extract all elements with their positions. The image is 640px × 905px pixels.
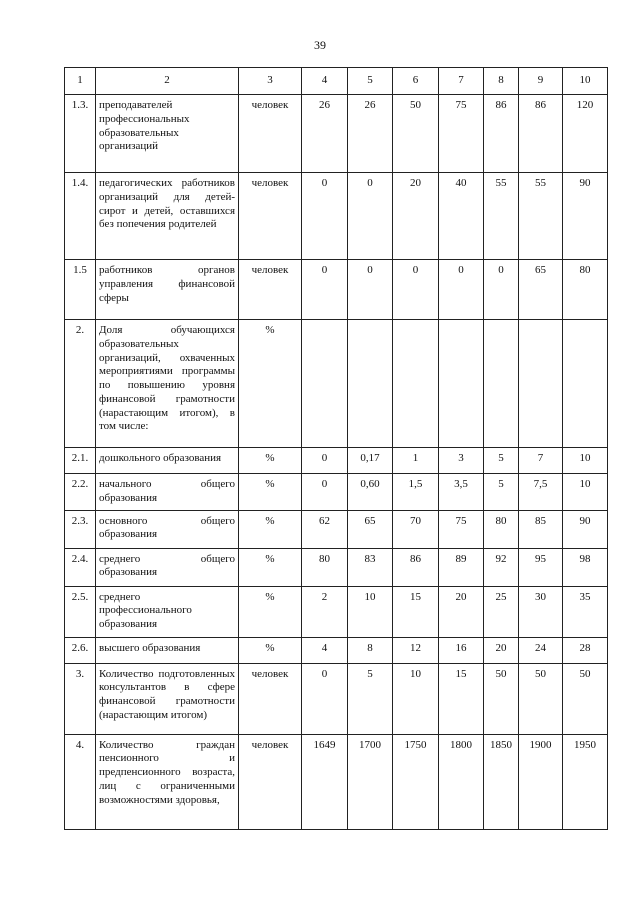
row-value: 0,60	[348, 474, 393, 511]
header-cell: 8	[484, 68, 519, 95]
row-value: 10	[348, 586, 393, 637]
row-value: 90	[563, 173, 608, 260]
row-value: 20	[393, 173, 439, 260]
row-name: высшего образования	[96, 637, 239, 663]
row-unit: %	[239, 320, 302, 448]
row-value: 0,17	[348, 448, 393, 474]
row-value: 95	[519, 548, 563, 586]
row-name: среднего общего образования	[96, 548, 239, 586]
row-value: 0	[439, 260, 484, 320]
row-unit: человек	[239, 734, 302, 829]
row-value: 0	[302, 173, 348, 260]
header-cell: 6	[393, 68, 439, 95]
row-name: дошкольного образования	[96, 448, 239, 474]
header-cell: 5	[348, 68, 393, 95]
row-value: 7,5	[519, 474, 563, 511]
row-value: 4	[302, 637, 348, 663]
row-number: 2.1.	[65, 448, 96, 474]
row-value: 0	[302, 663, 348, 734]
row-unit: %	[239, 548, 302, 586]
row-value: 80	[484, 510, 519, 548]
row-value: 5	[484, 474, 519, 511]
row-value: 80	[302, 548, 348, 586]
row-name: Количество подготовленных консультантов в сфере финансовой грамотности (нарастающим итогом)	[96, 663, 239, 734]
table-row	[65, 474, 608, 511]
row-value: 3,5	[439, 474, 484, 511]
row-value: 0	[348, 173, 393, 260]
header-cell: 9	[519, 68, 563, 95]
row-value: 62	[302, 510, 348, 548]
row-value: 92	[484, 548, 519, 586]
header-cell: 7	[439, 68, 484, 95]
row-value: 86	[519, 95, 563, 173]
row-number: 3.	[65, 663, 96, 734]
row-value: 2	[302, 586, 348, 637]
row-value: 24	[519, 637, 563, 663]
row-value: 50	[563, 663, 608, 734]
row-unit: %	[239, 474, 302, 511]
row-unit: человек	[239, 173, 302, 260]
row-value: 28	[563, 637, 608, 663]
row-value	[484, 320, 519, 448]
row-value: 65	[348, 510, 393, 548]
table-row	[65, 510, 608, 548]
row-value: 0	[348, 260, 393, 320]
row-number: 2.3.	[65, 510, 96, 548]
row-number: 2.5.	[65, 586, 96, 637]
row-value: 8	[348, 637, 393, 663]
row-value: 1750	[393, 734, 439, 829]
row-value: 3	[439, 448, 484, 474]
row-value: 1900	[519, 734, 563, 829]
row-value: 0	[484, 260, 519, 320]
row-value	[393, 320, 439, 448]
table-row	[65, 260, 608, 320]
row-name: Доля обучающихся образовательных организаций, охваченных мероприятиями программы по повышению уровня финансовой грамотности (нарастающим итогом), в том числе:	[96, 320, 239, 448]
table-row	[65, 548, 608, 586]
row-name: начального общего образования	[96, 474, 239, 511]
row-value: 15	[393, 586, 439, 637]
indicators-table	[64, 67, 608, 830]
row-unit: %	[239, 448, 302, 474]
row-value: 70	[393, 510, 439, 548]
row-value: 0	[393, 260, 439, 320]
table-row	[65, 320, 608, 448]
row-value: 85	[519, 510, 563, 548]
row-name: основного общего образования	[96, 510, 239, 548]
header-cell: 2	[96, 68, 239, 95]
row-value: 0	[302, 260, 348, 320]
row-value: 26	[302, 95, 348, 173]
row-value: 75	[439, 510, 484, 548]
row-value: 10	[393, 663, 439, 734]
row-number: 2.6.	[65, 637, 96, 663]
table-row	[65, 173, 608, 260]
row-unit: %	[239, 637, 302, 663]
row-value: 89	[439, 548, 484, 586]
row-value: 7	[519, 448, 563, 474]
table-row	[65, 637, 608, 663]
table-row	[65, 448, 608, 474]
row-value: 1850	[484, 734, 519, 829]
row-name: среднего профессионального образования	[96, 586, 239, 637]
row-value: 26	[348, 95, 393, 173]
row-value: 50	[519, 663, 563, 734]
table-row	[65, 95, 608, 173]
row-value: 20	[439, 586, 484, 637]
row-value: 80	[563, 260, 608, 320]
row-value: 1,5	[393, 474, 439, 511]
page-number: 39	[314, 38, 326, 52]
row-value: 1649	[302, 734, 348, 829]
row-value	[563, 320, 608, 448]
row-number: 1.5	[65, 260, 96, 320]
row-value: 15	[439, 663, 484, 734]
row-number: 2.2.	[65, 474, 96, 511]
row-unit: человек	[239, 663, 302, 734]
row-value: 86	[393, 548, 439, 586]
row-unit: %	[239, 510, 302, 548]
row-value: 35	[563, 586, 608, 637]
row-value: 86	[484, 95, 519, 173]
row-number: 2.	[65, 320, 96, 448]
row-value: 65	[519, 260, 563, 320]
row-value: 5	[484, 448, 519, 474]
row-number: 4.	[65, 734, 96, 829]
row-name: работников органов управления финансовой сферы	[96, 260, 239, 320]
row-value	[302, 320, 348, 448]
row-unit: человек	[239, 260, 302, 320]
row-unit: человек	[239, 95, 302, 173]
row-number: 1.3.	[65, 95, 96, 173]
row-value: 90	[563, 510, 608, 548]
table-row	[65, 663, 608, 734]
row-value: 1800	[439, 734, 484, 829]
row-value: 98	[563, 548, 608, 586]
header-cell: 1	[65, 68, 96, 95]
header-cell: 3	[239, 68, 302, 95]
row-value: 40	[439, 173, 484, 260]
row-name: Количество граждан пенсионного и предпенсионного возраста, лиц с ограниченными возможностями здоровья,	[96, 734, 239, 829]
row-unit: %	[239, 586, 302, 637]
row-value	[519, 320, 563, 448]
header-cell: 10	[563, 68, 608, 95]
row-value: 50	[484, 663, 519, 734]
table-row	[65, 586, 608, 637]
header-cell: 4	[302, 68, 348, 95]
row-value: 0	[302, 448, 348, 474]
row-number: 1.4.	[65, 173, 96, 260]
row-value: 1950	[563, 734, 608, 829]
row-value: 30	[519, 586, 563, 637]
row-value: 55	[519, 173, 563, 260]
row-value: 5	[348, 663, 393, 734]
row-value	[348, 320, 393, 448]
row-value: 16	[439, 637, 484, 663]
row-value: 83	[348, 548, 393, 586]
row-value: 55	[484, 173, 519, 260]
row-value: 120	[563, 95, 608, 173]
row-value: 0	[302, 474, 348, 511]
row-name: педагогических работников организаций для детей-сирот и детей, оставшихся без попечения родителей	[96, 173, 239, 260]
row-value: 1	[393, 448, 439, 474]
row-value: 25	[484, 586, 519, 637]
row-value: 20	[484, 637, 519, 663]
row-value: 12	[393, 637, 439, 663]
row-value: 1700	[348, 734, 393, 829]
table-row	[65, 734, 608, 829]
row-value: 75	[439, 95, 484, 173]
row-value: 10	[563, 474, 608, 511]
row-value: 50	[393, 95, 439, 173]
row-name: преподавателей профессиональных образовательных организаций	[96, 95, 239, 173]
table-header-row	[65, 68, 608, 95]
row-value	[439, 320, 484, 448]
row-number: 2.4.	[65, 548, 96, 586]
row-value: 10	[563, 448, 608, 474]
